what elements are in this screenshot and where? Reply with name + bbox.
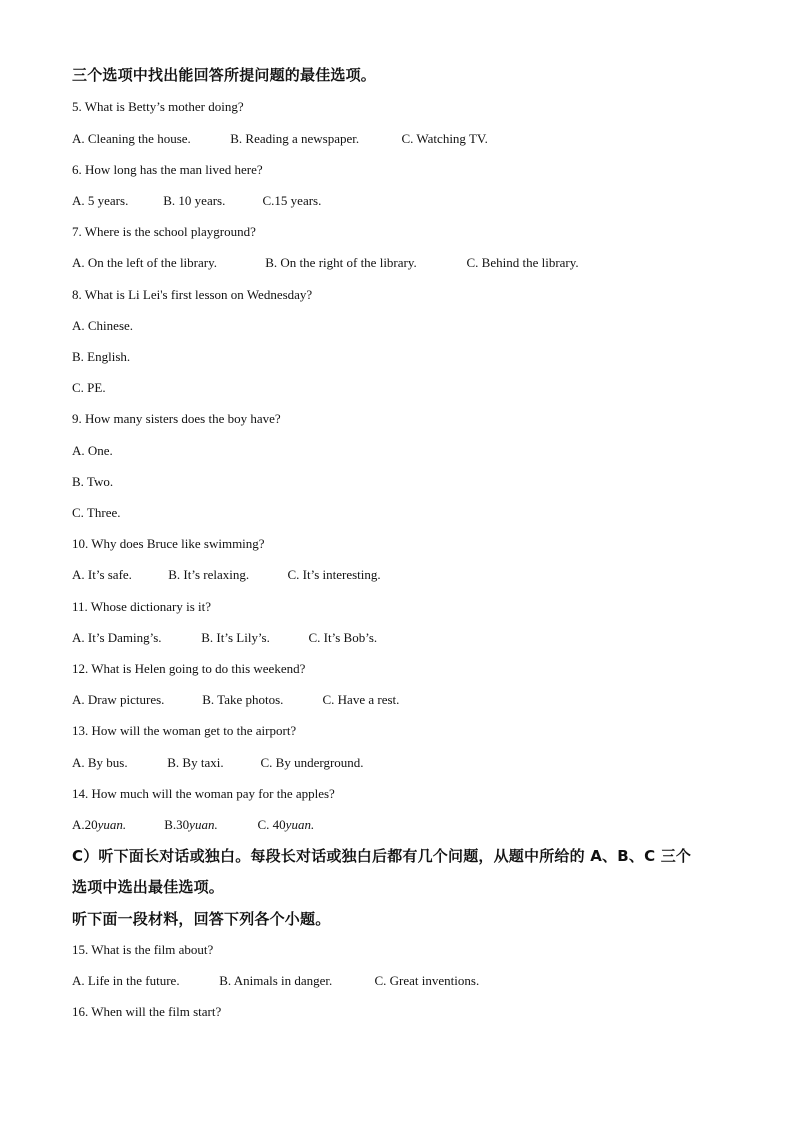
question-14: 14. How much will the woman pay for the apples? — [72, 786, 335, 801]
option-b: B. It’s Lily’s. — [201, 630, 270, 645]
option-c: C. Great inventions. — [374, 973, 480, 988]
question-11-options — [72, 630, 377, 646]
section-c-title: C）听下面长对话或独白。每段长对话或独白后都有几个问题，从题中所给的 A、B、C 三个 — [72, 847, 692, 865]
option-b: B. Reading a newspaper. — [230, 131, 360, 146]
option-c: C.15 years. — [262, 193, 322, 208]
option-b: B.30yuan. — [164, 817, 218, 832]
question-10-options — [72, 567, 381, 583]
question-16: 16. When will the film start? — [72, 1004, 222, 1019]
option-a: A. Draw pictures. — [72, 692, 165, 707]
section-c-subtitle: 听下面一段材料，回答下列各个小题。 — [72, 910, 331, 928]
question-8: 8. What is Li Lei's first lesson on Wednesday? — [72, 287, 313, 302]
question-12: 12. What is Helen going to do this weekend? — [72, 661, 306, 676]
option-b: B. Animals in danger. — [219, 973, 333, 988]
question-6: 6. How long has the man lived here? — [72, 162, 263, 177]
option-a: A. 5 years. — [72, 193, 129, 208]
option-b: B. 10 years. — [163, 193, 226, 208]
question-15: 15. What is the film about? — [72, 942, 214, 957]
question-9-option-a: A. One. — [72, 443, 113, 458]
option-a: A. On the left of the library. — [72, 255, 217, 270]
question-13: 13. How will the woman get to the airport? — [72, 723, 297, 738]
question-8-option-a: A. Chinese. — [72, 318, 134, 333]
question-5-options — [72, 131, 488, 147]
question-9-option-b: B. Two. — [72, 474, 114, 489]
section-c-title-continued: 选项中选出最佳选项。 — [72, 878, 225, 896]
question-8-option-b: B. English. — [72, 349, 131, 364]
question-11: 11. Whose dictionary is it? — [72, 599, 212, 614]
option-a: A. Life in the future. — [72, 973, 180, 988]
option-c: C. Have a rest. — [322, 692, 400, 707]
question-5: 5. What is Betty’s mother doing? — [72, 99, 244, 114]
option-a: A. It’s safe. — [72, 567, 132, 582]
option-c: C. 40yuan. — [257, 817, 315, 832]
section-instruction-tail: 三个选项中找出能回答所提问题的最佳选项。 — [72, 66, 377, 84]
option-a: A.20yuan. — [72, 817, 127, 832]
question-6-options — [72, 193, 321, 209]
option-a: A. By bus. — [72, 755, 128, 770]
option-c: C. Watching TV. — [401, 131, 488, 146]
option-c: C. It’s Bob’s. — [308, 630, 378, 645]
option-a: A. It’s Daming’s. — [72, 630, 162, 645]
option-c: C. It’s interesting. — [287, 567, 381, 582]
option-a: A. Cleaning the house. — [72, 131, 191, 146]
option-b: B. It’s relaxing. — [168, 567, 250, 582]
option-c: C. Behind the library. — [466, 255, 579, 270]
question-8-option-c: C. PE. — [72, 380, 106, 395]
question-9-option-c: C. Three. — [72, 505, 121, 520]
question-9: 9. How many sisters does the boy have? — [72, 411, 281, 426]
question-12-options — [72, 692, 399, 708]
option-b: B. On the right of the library. — [265, 255, 417, 270]
question-7-options — [72, 255, 579, 271]
question-10: 10. Why does Bruce like swimming? — [72, 536, 265, 551]
option-c: C. By underground. — [260, 755, 364, 770]
question-15-options — [72, 973, 479, 989]
question-7: 7. Where is the school playground? — [72, 224, 256, 239]
question-13-options — [72, 755, 364, 771]
option-b: B. By taxi. — [167, 755, 224, 770]
question-14-options — [72, 817, 314, 833]
option-b: B. Take photos. — [202, 692, 284, 707]
